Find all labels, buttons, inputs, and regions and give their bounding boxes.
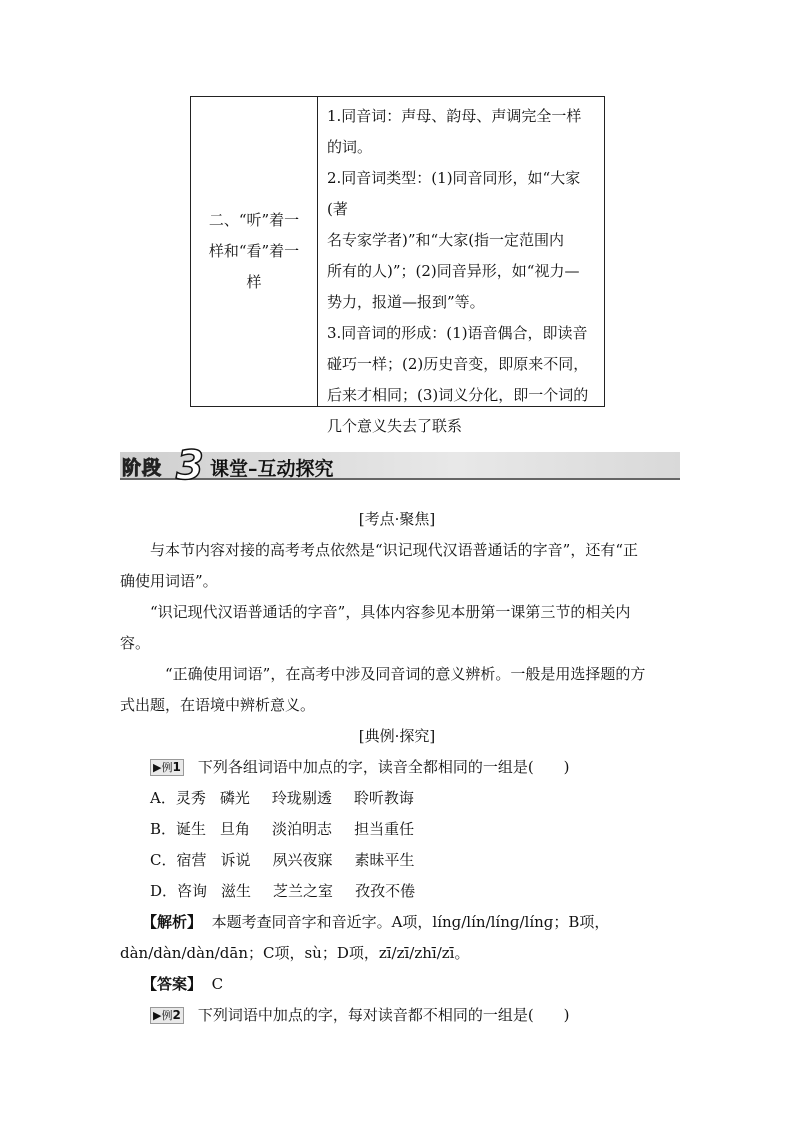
stage-label: 阶段 <box>122 457 163 479</box>
kaodian-paragraph: 容。 <box>120 634 151 652</box>
kaodian-paragraph: 确使用词语”。 <box>120 572 218 590</box>
option-word: 旦角 <box>220 820 251 838</box>
option-word: 玲珑剔透 <box>271 789 332 807</box>
table-right-line: 3.同音词的形成：(1)语音偶合，即读音 <box>327 324 588 342</box>
table-right-line: 所有的人)”；(2)同音异形，如“视力— <box>327 262 580 280</box>
analysis-continued: dàn/dàn/dàn/dān；C项，sù；D项，zī/zī/zhī/zī。 <box>120 944 470 962</box>
example-2-question <box>150 1000 570 1031</box>
option-word: C．宿营 <box>150 851 207 869</box>
table-right-line: 势力，报道—报到”等。 <box>327 293 485 311</box>
option-word: 担当重任 <box>354 820 415 838</box>
table-right-line: 名专家学者)”和“大家(指一定范围内 <box>327 231 565 249</box>
kaodian-paragraph: 式出题，在语境中辨析意义。 <box>120 696 316 714</box>
answer-label: 【答案】 <box>142 975 203 993</box>
option-word: A．灵秀 <box>150 789 206 807</box>
stage-title: 课堂–互动探究 <box>210 458 334 480</box>
example-tag-text: 例 <box>161 1009 173 1022</box>
table-left-line: 样和“看”着一 <box>208 242 300 260</box>
option-word: 诉说 <box>220 851 251 869</box>
example-tag-text: 例 <box>161 761 173 774</box>
example-number: 1 <box>172 760 181 774</box>
table-right-line: 1.同音词：声母、韵母、声调完全一样 <box>327 107 582 125</box>
table-left-line: 二、“听”着一 <box>208 211 300 229</box>
analysis <box>142 907 609 938</box>
table-right-cell <box>327 101 601 442</box>
option-b <box>150 814 436 845</box>
analysis-text: 本题考查同音字和音近字。A项，línɡ/lín/línɡ/línɡ；B项， <box>211 913 610 931</box>
stage-number: 3 <box>176 443 204 489</box>
option-a <box>150 783 436 814</box>
table-right-line: 的词。 <box>327 138 373 156</box>
answer-value: C <box>211 975 224 993</box>
example-tag: ▶例1 <box>150 759 184 776</box>
kaodian-paragraph: “正确使用词语”，在高考中涉及同音词的意义辨析。一般是用选择题的方 <box>165 665 646 683</box>
question-text: 下列各组词语中加点的字，读音全都相同的一组是( ) <box>197 758 570 776</box>
option-word: 素昧平生 <box>354 851 415 869</box>
stage-bar <box>120 452 680 478</box>
table-left-line: 样 <box>246 273 262 291</box>
table-right-line: 几个意义失去了联系 <box>327 417 463 435</box>
table-right-line: 后来才相同；(3)词义分化，即一个词的 <box>327 386 589 404</box>
option-word: 滋生 <box>221 882 252 900</box>
kaodian-paragraph: “识记现代汉语普通话的字音”，具体内容参见本册第一课第三节的相关内 <box>150 603 631 621</box>
kaodian-paragraph: 与本节内容对接的高考考点依然是“识记现代汉语普通话的字音”，还有“正 <box>150 541 639 559</box>
option-word: 夙兴夜寐 <box>272 851 333 869</box>
option-c <box>150 845 437 876</box>
option-d <box>150 876 437 907</box>
example-number: 2 <box>172 1008 181 1022</box>
example-tag: ▶例2 <box>150 1007 184 1024</box>
option-word: 淡泊明志 <box>272 820 333 838</box>
option-word: 孜孜不倦 <box>355 882 416 900</box>
table-left-cell <box>191 97 317 406</box>
option-word: D．咨询 <box>150 882 208 900</box>
stage-underline <box>120 478 680 480</box>
table-right-line: 2.同音词类型：(1)同音同形，如“大家(著 <box>327 169 581 218</box>
option-word: B．诞生 <box>150 820 207 838</box>
dianli-heading: [典例·探究] <box>358 727 436 745</box>
table-divider <box>317 97 318 406</box>
kaodian-heading: [考点·聚焦] <box>358 510 436 528</box>
analysis-label: 【解析】 <box>142 913 203 931</box>
answer <box>142 969 223 1000</box>
table-right-line: 碰巧一样；(2)历史音变，即原来不同， <box>327 355 589 373</box>
summary-table <box>190 96 605 435</box>
option-word: 芝兰之室 <box>273 882 334 900</box>
question-text: 下列词语中加点的字，每对读音都不相同的一组是( ) <box>197 1006 570 1024</box>
option-word: 聆听教诲 <box>353 789 414 807</box>
stage-banner <box>120 443 680 489</box>
example-1-question <box>150 752 570 783</box>
option-word: 磷光 <box>219 789 250 807</box>
